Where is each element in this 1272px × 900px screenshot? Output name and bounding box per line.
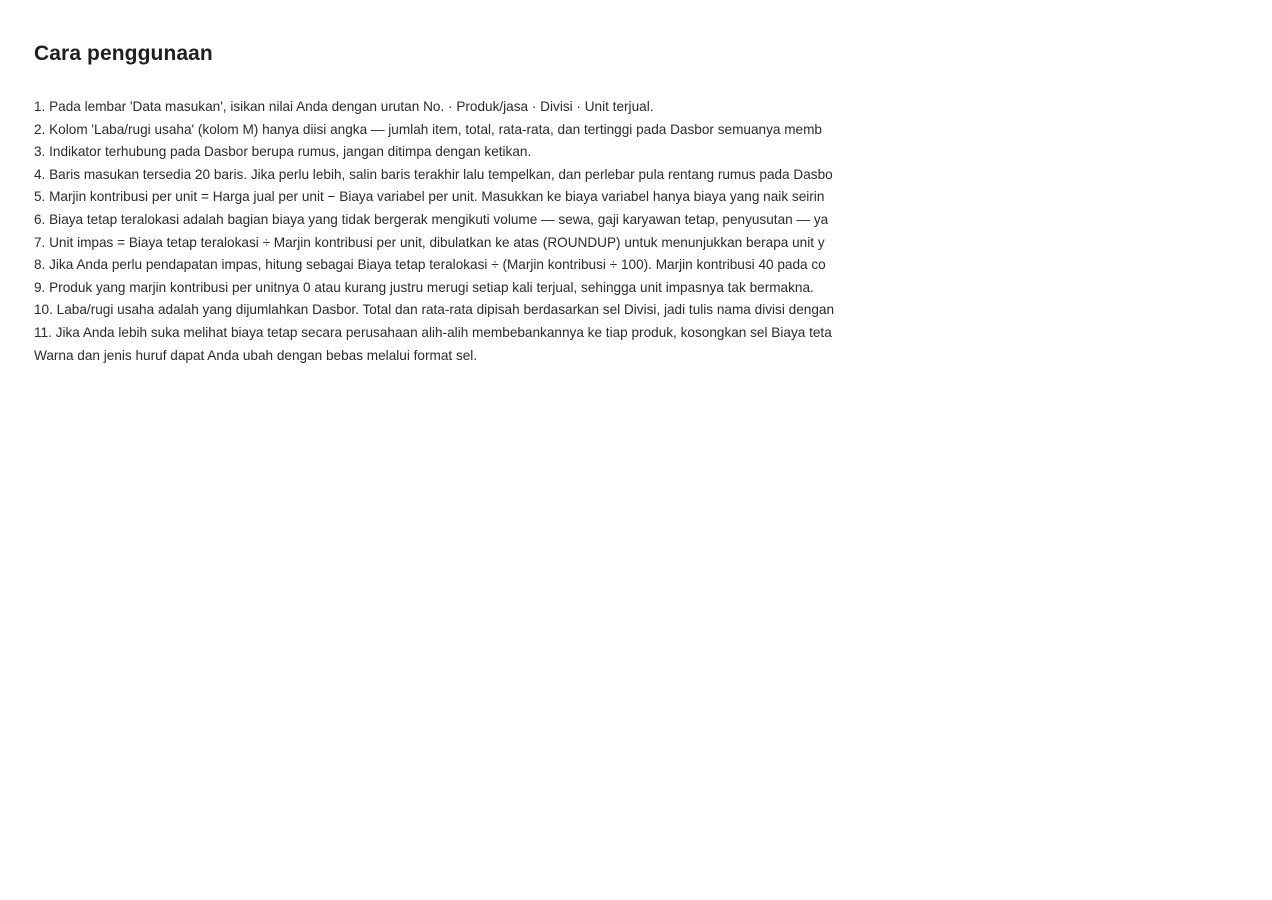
instruction-line: 4. Baris masukan tersedia 20 baris. Jika perlu lebih, salin baris terakhir lalu tempelkan, dan perlebar pula rentang rumus pada Dasbo [34,166,833,182]
instruction-line: 9. Produk yang marjin kontribusi per unitnya 0 atau kurang justru merugi setiap kali terjual, sehingga unit impasnya tak bermakna. [34,279,814,295]
instruction-line: 3. Indikator terhubung pada Dasbor berupa rumus, jangan ditimpa dengan ketikan. [34,144,532,160]
instruction-line: 10. Laba/rugi usaha adalah yang dijumlahkan Dasbor. Total dan rata-rata dipisah berdasarkan sel Divisi, jadi tulis nama divisi dengan [34,302,834,318]
instruction-line: 5. Marjin kontribusi per unit = Harga jual per unit − Biaya variabel per unit. Masukkan ke biaya variabel hanya biaya yang naik seirin [34,189,825,205]
instruction-list [34,96,838,367]
page-title: Cara penggunaan [34,42,213,65]
instruction-line: 6. Biaya tetap teralokasi adalah bagian biaya yang tidak bergerak mengikuti volume — sewa, gaji karyawan tetap, penyusutan — ya [34,211,829,227]
instruction-line: 11. Jika Anda lebih suka melihat biaya tetap secara perusahaan alih-alih membebankannya ke tiap produk, kosongkan sel Biaya teta [34,324,832,340]
instruction-line: 7. Unit impas = Biaya tetap teralokasi ÷ Marjin kontribusi per unit, dibulatkan ke atas (ROUNDUP) untuk menunjukkan berapa unit y [34,234,825,250]
instruction-line: 8. Jika Anda perlu pendapatan impas, hitung sebagai Biaya tetap teralokasi ÷ (Marjin kontribusi ÷ 100). Marjin kontribusi 40 pada co [34,257,826,273]
instruction-line: 1. Pada lembar 'Data masukan', isikan nilai Anda dengan urutan No. · Produk/jasa · Divisi · Unit terjual. [34,99,654,114]
instruction-line: 2. Kolom 'Laba/rugi usaha' (kolom M) hanya diisi angka — jumlah item, total, rata-rata, dan tertinggi pada Dasbor semuanya memb [34,121,822,137]
instruction-note: Warna dan jenis huruf dapat Anda ubah dengan bebas melalui format sel. [34,347,478,363]
